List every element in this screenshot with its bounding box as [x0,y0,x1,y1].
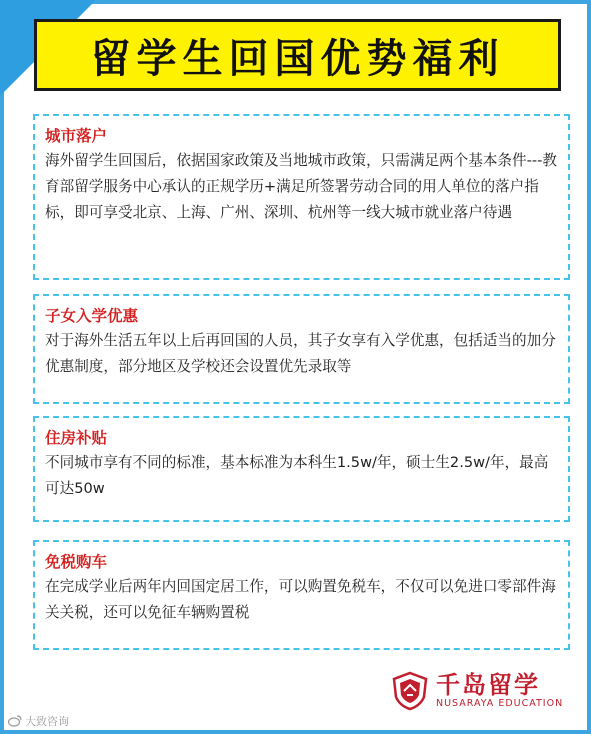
section-body: 不同城市享有不同的标准，基本标准为本科生1.5w/年，硕士生2.5w/年，最高可达50w [45,454,549,497]
section-card-education [33,294,570,404]
watermark [8,713,69,729]
section-heading: 子女入学优惠 [45,307,139,325]
section-heading: 城市落户 [45,127,108,145]
weibo-icon [8,715,22,727]
page-title: 留学生回国优势福利 [90,35,505,82]
brand-name-en: NUSARAYA EDUCATION [436,698,564,709]
section-card-hukou [33,114,570,280]
brand-logo [390,671,563,711]
watermark-text: 大致咨询 [25,715,69,728]
section-heading: 免税购车 [45,553,108,571]
section-heading: 住房补贴 [45,429,108,447]
section-body: 对于海外生活五年以上后再回国的人员，其子女享有入学优惠，包括适当的加分优惠制度，部分地区及学校还会设置优先录取等 [45,332,556,375]
brand-name-cn: 千岛留学 [436,671,540,699]
section-card-car [33,540,570,650]
section-body: 海外留学生回国后，依据国家政策及当地城市政策，只需满足两个基本条件---教育部留学服务中心承认的正规学历+满足所签署劳动合同的用人单位的落户指标，即可享受北京、上海、广州、深圳、杭州等一线大城市就业落户待遇 [45,152,557,221]
section-card-housing [33,416,570,522]
title-banner [34,19,561,91]
section-body: 在完成学业后两年内回国定居工作，可以购置免税车，不仅可以免进口零部件海关关税，还可以免征车辆购置税 [45,578,556,621]
shield-crest-icon [390,671,430,711]
